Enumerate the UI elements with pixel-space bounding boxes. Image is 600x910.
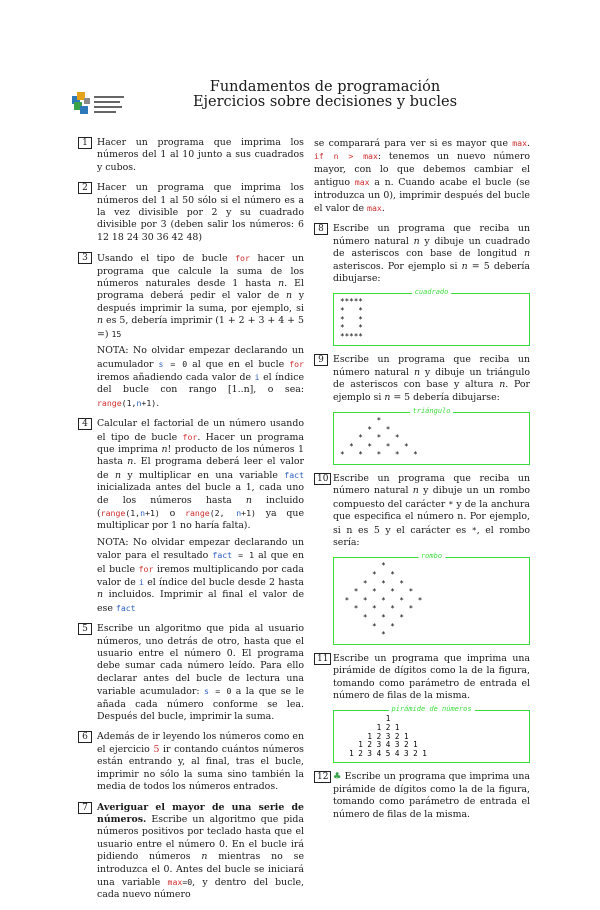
figure-label: pirámide de números <box>388 705 474 714</box>
exercise-6: 6 Además de ir leyendo los números como en el ejercicio 5 ir contando cuántos números están entrando y, al final, tras el bucle, imprimir no sólo la suma sino también la media de todos los números entrados. <box>78 731 304 793</box>
exercise-10: 10 Escribe un programa que reciba un número natural n y dibuje un un rombo compuesto del carácter * y de la anchura que especifica el número n. Por ejemplo, si n es 5 y el carácter es *, el rombo sería: rombo * * * * * * * * * * * * * * * * * * * * * * * * * <box>314 473 530 645</box>
title-line-1: Fundamentos de programación <box>209 79 441 95</box>
square-figure <box>333 288 530 346</box>
exercise-number: 8 <box>314 223 328 235</box>
exercise-number: 10 <box>314 473 331 485</box>
rhombus-figure <box>333 552 530 644</box>
exercise-number: 12 <box>314 771 331 783</box>
exercise-number: 9 <box>314 354 328 366</box>
exercise-number: 2 <box>78 182 92 194</box>
figure-art: 1 1 2 1 1 2 3 2 1 1 2 3 4 3 2 1 1 2 3 4 5 4 3 2 1 <box>349 714 427 758</box>
right-column <box>314 137 530 829</box>
challenge-icon: ♣ <box>333 771 342 783</box>
exercise-12: 12 ♣ Escribe un programa que imprima una pirámide de dígitos como la de la figura, tomando como parámetro de entrada el número de filas de la misma. <box>314 771 530 821</box>
exercise-8: 8 Escribe un programa que reciba un número natural n y dibuje un cuadrado de asteriscos con base de longitud n asteriscos. Por ejemplo si n = 5 debería dibujarse: cuadrado ***** * * * * * * ***** <box>314 223 530 346</box>
triangle-figure <box>333 407 530 465</box>
exercise-3: 3 Usando el tipo de bucle for hacer un programa que calcule la suma de los números naturales desde 1 hasta n. El programa deberá pedir el valor de n y después imprimir la suma, por ejemplo, si n es 5, debería imprimir (1 + 2 + 3 + 4 + 5 =) 15 NOTA: No olvidar empezar declarando un acumulador s = 0 al que en el bucle for iremos añadiendo cada valor de i el índice del bucle con rango [1..n], o sea: range(1,n+1). <box>78 252 304 410</box>
figure-label: rombo <box>418 552 445 561</box>
exercise-9: 9 Escribe un programa que reciba un número natural n y dibuje un triángulo de asteriscos con base y altura n. Por ejemplo si n = 5 debería dibujarse: triángulo * * * * * * * * * * * * * * * <box>314 354 530 465</box>
exercise-7-continued: se comparará para ver si es mayor que max. if n > max: tenemos un nuevo número mayor, con lo que debemos cambiar el antiguo max a n. Cuando acabe el bucle (se introduzca un 0), imprimir después del bucle el valor de max. <box>314 138 530 215</box>
exercise-number: 1 <box>78 137 92 149</box>
exercise-number: 4 <box>78 418 92 430</box>
exercise-number: 6 <box>78 731 92 743</box>
exercise-number: 11 <box>314 653 331 665</box>
title-line-2: Ejercicios sobre decisiones y bucles <box>192 94 458 110</box>
exercise-5: 5 Escribe un algoritmo que pida al usuario números, uno detrás de otro, hasta que el usuario entre el número 0. El programa debe sumar cada número leído. Para ello declarar antes del bucle de lectura una variable acumulador: s = 0 a la que se le añada cada número conforme se lea. Después del bucle, imprimir la suma. <box>78 623 304 723</box>
exercise-number: 3 <box>78 252 92 264</box>
pyramid-figure <box>333 705 530 763</box>
university-logo <box>70 90 130 120</box>
exercise-4: 4 Calcular el factorial de un número usando el tipo de bucle for. Hacer un programa que imprima n! producto de los números 1 hasta n. El programa deberá leer el valor de n y multiplicar en una variable fact inicializada antes del bucle a 1, cada uno de los números hasta n incluido (range(1,n+1) o range(2, n+1) ya que multiplicar por 1 no haría falta). NOTA: No olvidar empezar declarando un valor para el resultado fact = 1 al que en el bucle for iremos multiplicando por cada valor de i el índice del bucle desde 2 hasta n incluidos. Imprimir al final el valor de ese fact <box>78 418 304 615</box>
left-column <box>78 137 304 910</box>
figure-art: ***** * * * * * * ***** <box>340 297 363 341</box>
exercise-1: 1 Hacer un programa que imprima los números del 1 al 10 junto a sus cuadrados y cubos. <box>78 137 304 174</box>
figure-label: cuadrado <box>412 288 452 297</box>
exercise-number: 5 <box>78 623 92 635</box>
figure-art: * * * * * * * * * * * * * * * <box>340 416 418 460</box>
document-title <box>130 80 520 110</box>
exercise-7: 7 Averiguar el mayor de una serie de números. Escribe un algoritmo que pida números positivos por teclado hasta que el usuario entre el número 0. En el bucle irá pidiendo números n mientras no se introduzca el 0. Antes del bucle se iniciará una variable max=0, y dentro del bucle, cada nuevo número <box>78 802 304 902</box>
exercise-2: 2 Hacer un programa que imprima los números del 1 al 50 sólo si el número es a la vez divisible por 2 y su cuadrado divisible por 3 (deben salir los números: 6 12 18 24 30 36 42 48) <box>78 182 304 244</box>
exercise-11: 11 Escribe un programa que imprima una pirámide de dígitos como la de la figura, tomando como parámetro de entrada el número de filas de la misma. pirámide de números 1 1 2 1 1 2 3 2 1 1 2 3 4 3 2 1 1 2 3 4 5 4 3 2 1 <box>314 653 530 764</box>
exercise-number: 7 <box>78 802 92 814</box>
figure-art: * * * * * * * * * * * * * * * * * * * * * * * * * <box>344 561 423 640</box>
figure-label: triángulo <box>410 407 454 416</box>
